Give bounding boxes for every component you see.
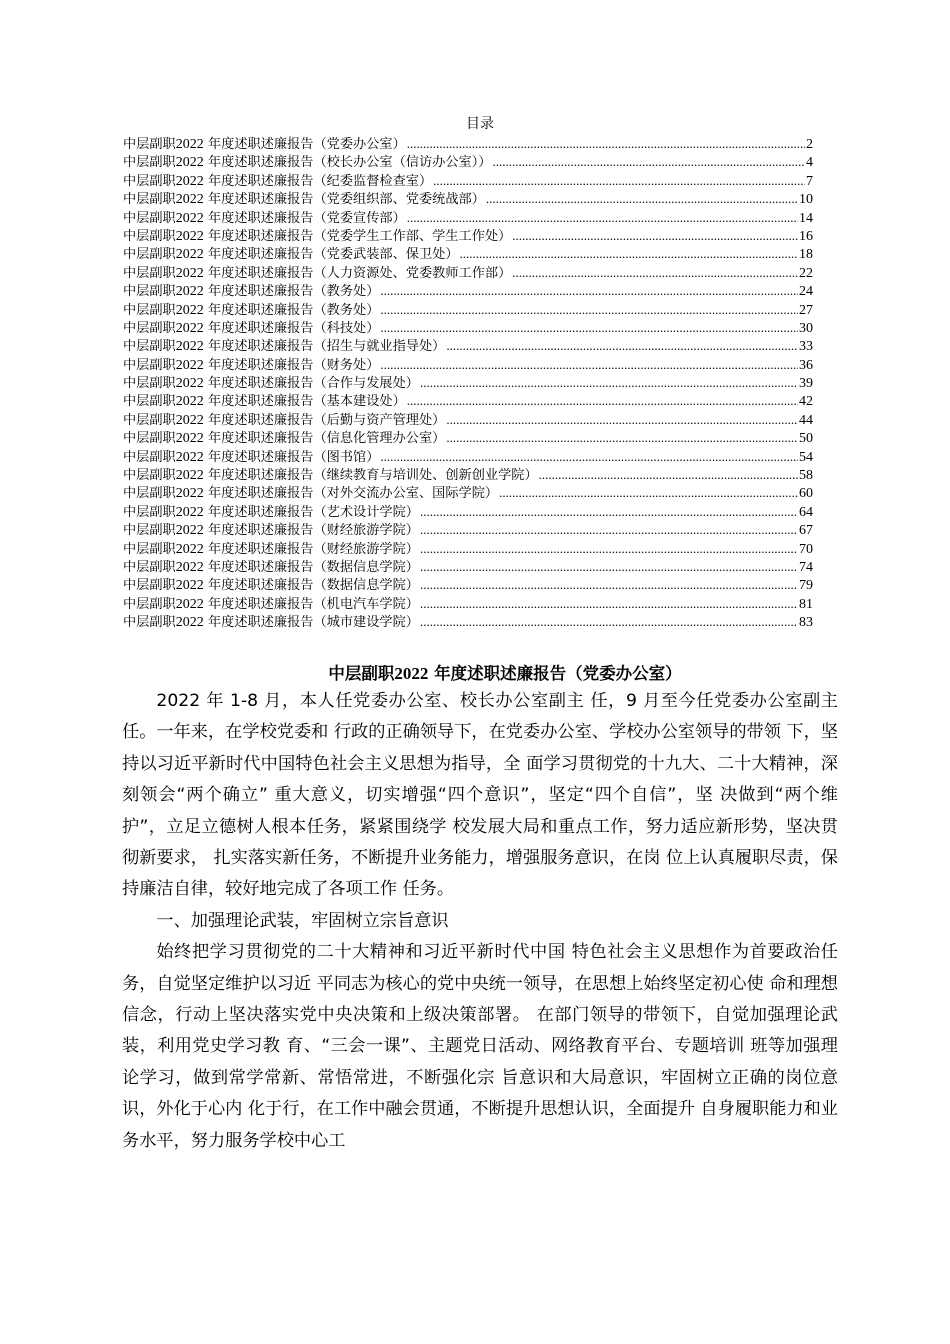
toc-entry[interactable] xyxy=(123,595,813,613)
section-body xyxy=(122,686,838,1157)
toc-entry-page: 36 xyxy=(799,357,813,373)
toc-entry-title xyxy=(123,357,379,375)
toc-entry-suffix: 年度述职述廉报告（数据信息学院） xyxy=(207,578,419,594)
toc-leader-dots xyxy=(420,613,798,631)
toc-entry-page: 64 xyxy=(799,504,813,520)
toc-entry-year: 2022 xyxy=(175,155,204,171)
toc-entry-suffix: 年度述职述廉报告（继续教育与培训处、创新创业学院） xyxy=(207,468,538,484)
toc-entry-title xyxy=(123,504,419,522)
toc-entry-page: 4 xyxy=(806,155,813,171)
toc-entry-page: 58 xyxy=(799,468,813,484)
toc-entry-year: 2022 xyxy=(175,559,204,575)
toc-entry-title xyxy=(123,559,419,577)
toc-entry-suffix: 年度述职述廉报告（机电汽车学院） xyxy=(207,596,419,612)
toc-entry-suffix: 年度述职述廉报告（图书馆） xyxy=(207,449,380,465)
toc-leader-dots xyxy=(420,540,798,558)
toc-leader-dots xyxy=(446,337,798,355)
toc-entry-year: 2022 xyxy=(175,431,204,447)
toc-entry-prefix: 中层副职 xyxy=(123,137,176,152)
toc-entry[interactable] xyxy=(123,540,813,558)
toc-entry-year: 2022 xyxy=(175,486,204,502)
toc-entry-title xyxy=(123,136,406,154)
toc-leader-dots xyxy=(420,503,798,521)
toc-entry-year: 2022 xyxy=(175,376,204,392)
toc-entry[interactable] xyxy=(123,282,813,300)
toc-entry-prefix: 中层副职 xyxy=(123,228,176,244)
toc-entry-prefix: 中层副职 xyxy=(123,596,176,612)
toc-leader-dots xyxy=(433,172,805,190)
toc-entry[interactable] xyxy=(123,374,813,392)
section-title-suffix: 年度述职述廉报告（党委办公室） xyxy=(434,664,682,683)
toc-entry-suffix: 年度述职述廉报告（基本建设处） xyxy=(207,394,406,410)
toc-entry-title xyxy=(123,191,485,209)
toc-entry-prefix: 中层副职 xyxy=(123,210,176,226)
section-title xyxy=(0,663,950,685)
toc-entry-prefix: 中层副职 xyxy=(123,431,176,447)
toc-entry[interactable] xyxy=(123,337,813,355)
toc-entry-year: 2022 xyxy=(175,615,204,631)
body-heading: 一、加强理论武装，牢固树立宗旨意识 xyxy=(156,910,449,931)
toc-entry-prefix: 中层副职 xyxy=(123,173,176,189)
toc-entry-page: 16 xyxy=(799,228,813,244)
toc-entry-suffix: 年度述职述廉报告（财经旅游学院） xyxy=(207,523,419,539)
toc-entry-year: 2022 xyxy=(175,339,204,355)
toc-entry-year: 2022 xyxy=(175,173,204,189)
toc-entry[interactable] xyxy=(123,466,813,484)
toc-entry-page: 10 xyxy=(799,192,813,208)
table-of-contents xyxy=(123,135,813,632)
toc-leader-dots xyxy=(446,411,798,429)
toc-entry-year: 2022 xyxy=(175,357,204,373)
toc-entry[interactable] xyxy=(123,190,813,208)
toc-entry-year: 2022 xyxy=(175,449,204,465)
toc-entry-title xyxy=(123,154,491,172)
toc-leader-dots xyxy=(512,264,798,282)
toc-leader-dots xyxy=(407,209,798,227)
toc-entry-page: 22 xyxy=(799,265,813,281)
toc-leader-dots xyxy=(380,448,798,466)
toc-entry-year: 2022 xyxy=(175,412,204,428)
toc-entry-page: 42 xyxy=(799,394,813,410)
toc-entry-prefix: 中层副职 xyxy=(123,357,176,373)
toc-leader-dots xyxy=(499,484,798,502)
toc-leader-dots xyxy=(492,153,805,171)
toc-entry-year: 2022 xyxy=(175,541,204,557)
toc-entry-suffix: 年度述职述廉报告（纪委监督检查室） xyxy=(207,173,433,189)
toc-entry-page: 74 xyxy=(799,559,813,575)
toc-entry-title xyxy=(123,467,538,485)
toc-entry-suffix: 年度述职述廉报告（党委学生工作部、学生工作处） xyxy=(207,228,512,244)
toc-entry-suffix: 年度述职述廉报告（合作与发展处） xyxy=(207,376,419,392)
toc-entry-title xyxy=(123,173,432,191)
toc-entry-title xyxy=(123,375,419,393)
toc-leader-dots xyxy=(407,135,805,153)
section-title-year: 2022 xyxy=(394,664,429,683)
toc-entry-prefix: 中层副职 xyxy=(123,412,176,428)
toc-entry-page: 14 xyxy=(799,210,813,226)
toc-entry[interactable] xyxy=(123,484,813,502)
toc-entry-suffix: 年度述职述廉报告（校长办公室（信访办公室）） xyxy=(207,155,492,171)
toc-entry-page: 70 xyxy=(799,541,813,557)
toc-entry-title xyxy=(123,577,419,595)
toc-entry-page: 81 xyxy=(799,596,813,612)
toc-entry-title xyxy=(123,320,379,338)
toc-leader-dots xyxy=(512,227,798,245)
toc-entry-year: 2022 xyxy=(175,578,204,594)
toc-entry[interactable] xyxy=(123,172,813,190)
toc-entry-suffix: 年度述职述廉报告（财经旅游学院） xyxy=(207,541,419,557)
toc-entry-prefix: 中层副职 xyxy=(123,504,176,520)
toc-leader-dots xyxy=(539,466,798,484)
toc-entry-title xyxy=(123,246,459,264)
toc-entry-prefix: 中层副职 xyxy=(123,302,176,318)
toc-leader-dots xyxy=(486,190,798,208)
toc-leader-dots xyxy=(380,319,798,337)
toc-entry-prefix: 中层副职 xyxy=(123,486,176,502)
toc-leader-dots xyxy=(420,558,798,576)
toc-leader-dots xyxy=(420,595,798,613)
toc-entry[interactable] xyxy=(123,319,813,337)
toc-entry-suffix: 年度述职述廉报告（后勤与资产管理处） xyxy=(207,412,446,428)
toc-entry-prefix: 中层副职 xyxy=(123,247,176,263)
toc-entry-page: 33 xyxy=(799,339,813,355)
toc-entry[interactable] xyxy=(123,448,813,466)
toc-entry-page: 30 xyxy=(799,320,813,336)
toc-entry-prefix: 中层副职 xyxy=(123,394,176,410)
toc-entry-title xyxy=(123,596,419,614)
toc-entry-year: 2022 xyxy=(175,265,204,281)
toc-entry-prefix: 中层副职 xyxy=(123,523,176,539)
toc-entry-year: 2022 xyxy=(175,192,204,208)
toc-entry-page: 50 xyxy=(799,431,813,447)
toc-entry-title xyxy=(123,338,445,356)
toc-entry-prefix: 中层副职 xyxy=(123,320,176,336)
toc-entry[interactable] xyxy=(123,503,813,521)
toc-entry-year: 2022 xyxy=(175,284,204,300)
toc-entry[interactable] xyxy=(123,356,813,374)
toc-entry-prefix: 中层副职 xyxy=(123,559,176,575)
toc-entry-page: 83 xyxy=(799,615,813,631)
toc-entry-year: 2022 xyxy=(175,137,204,152)
toc-entry-title xyxy=(123,541,419,559)
toc-leader-dots xyxy=(407,392,798,410)
toc-entry-page: 79 xyxy=(799,578,813,594)
toc-entry-prefix: 中层副职 xyxy=(123,192,176,208)
toc-entry-suffix: 年度述职述廉报告（教务处） xyxy=(207,302,380,318)
toc-leader-dots xyxy=(380,301,798,319)
toc-entry-suffix: 年度述职述廉报告（教务处） xyxy=(207,284,380,300)
toc-entry-title xyxy=(123,228,511,246)
toc-leader-dots xyxy=(460,245,798,263)
toc-entry-suffix: 年度述职述廉报告（对外交流办公室、国际学院） xyxy=(207,486,499,502)
toc-entry[interactable] xyxy=(123,429,813,447)
toc-entry-title xyxy=(123,522,419,540)
toc-entry-suffix: 年度述职述廉报告（党委组织部、党委统战部） xyxy=(207,192,485,208)
toc-entry-title xyxy=(123,283,379,301)
toc-entry-suffix: 年度述职述廉报告（信息化管理办公室） xyxy=(207,431,446,447)
toc-entry-suffix: 年度述职述廉报告（数据信息学院） xyxy=(207,559,419,575)
toc-entry-prefix: 中层副职 xyxy=(123,541,176,557)
toc-entry-title xyxy=(123,430,445,448)
toc-leader-dots xyxy=(380,282,798,300)
toc-entry[interactable] xyxy=(123,521,813,539)
toc-entry[interactable] xyxy=(123,209,813,227)
toc-leader-dots xyxy=(446,429,798,447)
body-paragraph: 始终把学习贯彻党的二十大精神和习近平新时代中国 特色社会主义思想作为首要政治任务，自觉坚定维护以习近 平同志为核心的党中央统一领导，在思想上始终坚定初心使 命和理想信念，行动上坚决落实党中央决策和上级决策部署。 在部门领导的带领下，自觉加强理论武装，利用党史学习教 育、“三会一课”、主题党日活动、网络教育平台、专题培训 班等加强理论学习，做到常学常新、常悟常进，不断强化宗 旨意识和大局意识，牢固树立正确的岗位意识，外化于心内 化于行，在工作中融会贯通，不断提升思想认识，全面提升 自身履职能力和业务水平，努力服务学校中心工 xyxy=(122,942,838,1151)
toc-entry-page: 39 xyxy=(799,376,813,392)
toc-entry-prefix: 中层副职 xyxy=(123,449,176,465)
toc-leader-dots xyxy=(380,356,798,374)
toc-entry-title xyxy=(123,265,511,283)
toc-entry[interactable] xyxy=(123,135,813,153)
toc-entry[interactable] xyxy=(123,558,813,576)
toc-entry-prefix: 中层副职 xyxy=(123,265,176,281)
toc-entry-year: 2022 xyxy=(175,210,204,226)
toc-entry-title xyxy=(123,412,445,430)
toc-entry-year: 2022 xyxy=(175,523,204,539)
toc-entry-page: 54 xyxy=(799,449,813,465)
toc-entry-page: 24 xyxy=(799,284,813,300)
toc-entry[interactable] xyxy=(123,153,813,171)
body-paragraph: 2022 年 1-8 月，本人任党委办公室、校长办公室副主 任，9 月至今任党委办公室副主任。一年来，在学校党委和 行政的正确领导下，在党委办公室、学校办公室领导的带领 下，坚持以习近平新时代中国特色社会主义思想为指导，全 面学习贯彻党的十九大、二十大精神，深刻领会“两个确立” 重大意义，切实增强“四个意识”，坚定“四个自信”，坚 决做到“两个维护”，立足立德树人根本任务，紧紧围绕学 校发展大局和重点工作，努力适应新形势，坚决贯彻新要求， 扎实落实新任务，不断提升业务能力，增强服务意识，在岗 位上认真履职尽责，保持廉洁自律，较好地完成了各项工作 任务。 xyxy=(122,691,838,900)
toc-entry-prefix: 中层副职 xyxy=(123,615,176,631)
toc-entry[interactable] xyxy=(123,245,813,263)
toc-entry-page: 67 xyxy=(799,523,813,539)
toc-entry-suffix: 年度述职述廉报告（党委办公室） xyxy=(207,137,406,152)
toc-entry-page: 27 xyxy=(799,302,813,318)
toc-entry-prefix: 中层副职 xyxy=(123,376,176,392)
toc-entry-suffix: 年度述职述廉报告（财务处） xyxy=(207,357,380,373)
toc-entry-title xyxy=(123,614,419,632)
toc-entry[interactable] xyxy=(123,264,813,282)
toc-entry-suffix: 年度述职述廉报告（艺术设计学院） xyxy=(207,504,419,520)
toc-entry-prefix: 中层副职 xyxy=(123,468,176,484)
toc-entry-title xyxy=(123,210,406,228)
toc-entry[interactable] xyxy=(123,576,813,594)
toc-entry-title xyxy=(123,302,379,320)
toc-entry-suffix: 年度述职述廉报告（人力资源处、党委教师工作部） xyxy=(207,265,512,281)
toc-entry[interactable] xyxy=(123,411,813,429)
toc-title: 目录 xyxy=(466,116,494,132)
toc-entry-year: 2022 xyxy=(175,302,204,318)
toc-entry[interactable] xyxy=(123,301,813,319)
toc-entry-prefix: 中层副职 xyxy=(123,155,176,171)
toc-entry-page: 18 xyxy=(799,247,813,263)
toc-entry-prefix: 中层副职 xyxy=(123,284,176,300)
toc-entry-page: 60 xyxy=(799,486,813,502)
toc-entry-suffix: 年度述职述廉报告（党委宣传部） xyxy=(207,210,406,226)
toc-leader-dots xyxy=(420,374,798,392)
toc-entry-suffix: 年度述职述廉报告（招生与就业指导处） xyxy=(207,339,446,355)
toc-entry-year: 2022 xyxy=(175,228,204,244)
toc-entry-year: 2022 xyxy=(175,596,204,612)
toc-entry-year: 2022 xyxy=(175,468,204,484)
toc-entry-page: 7 xyxy=(806,173,813,189)
toc-entry[interactable] xyxy=(123,227,813,245)
toc-leader-dots xyxy=(420,521,798,539)
toc-entry-title xyxy=(123,393,406,411)
toc-entry-title xyxy=(123,449,379,467)
toc-entry[interactable] xyxy=(123,392,813,410)
toc-entry-title xyxy=(123,485,498,503)
toc-entry-page: 44 xyxy=(799,412,813,428)
toc-entry-suffix: 年度述职述廉报告（科技处） xyxy=(207,320,380,336)
toc-entry[interactable] xyxy=(123,613,813,631)
toc-entry-prefix: 中层副职 xyxy=(123,578,176,594)
toc-entry-year: 2022 xyxy=(175,504,204,520)
toc-entry-suffix: 年度述职述廉报告（城市建设学院） xyxy=(207,615,419,631)
toc-entry-page: 2 xyxy=(806,137,813,152)
toc-entry-year: 2022 xyxy=(175,394,204,410)
toc-entry-prefix: 中层副职 xyxy=(123,339,176,355)
section-title-prefix: 中层副职 xyxy=(328,664,395,683)
toc-entry-suffix: 年度述职述廉报告（党委武装部、保卫处） xyxy=(207,247,459,263)
toc-entry-year: 2022 xyxy=(175,247,204,263)
toc-leader-dots xyxy=(420,576,798,594)
toc-entry-year: 2022 xyxy=(175,320,204,336)
